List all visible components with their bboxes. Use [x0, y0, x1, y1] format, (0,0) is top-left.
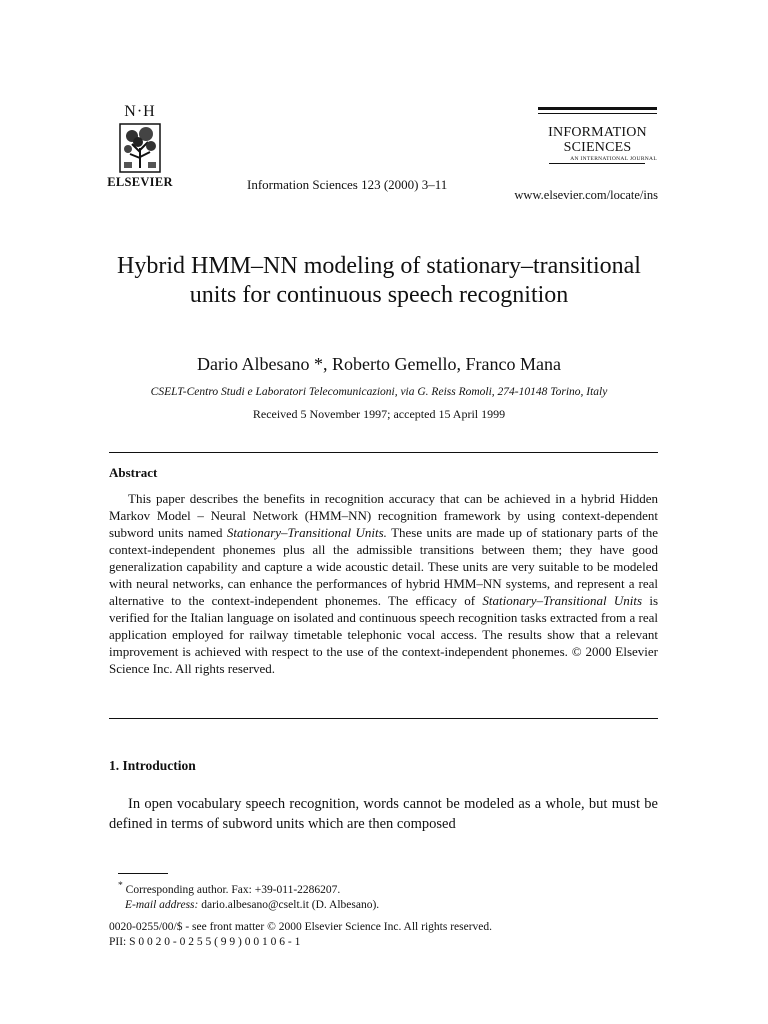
journal-tagline: AN INTERNATIONAL JOURNAL: [570, 156, 657, 162]
abstract-text-part1: This paper describes the benefits in recognition accuracy that can be achieved in a hybrid Hidden Markov Model – Neural Network (HMM–NN) recognition framework by using context-dependent subword units named: [109, 491, 658, 540]
abstract-bottom-rule: [109, 718, 658, 719]
brand-rule-thick: [538, 107, 657, 110]
introduction-text: In open vocabulary speech recognition, words cannot be modeled as a whole, but must be defined in terms of subword units which are then composed: [109, 796, 658, 832]
footnote-corresponding: Corresponding author. Fax: +39-011-2286207.: [125, 883, 341, 896]
paper-title: Hybrid HMM–NN modeling of stationary–transitional units for continuous speech recognition: [117, 253, 641, 308]
abstract-emphasis-2: Stationary–Transitional Units: [482, 593, 643, 608]
received-dates: Received 5 November 1997; accepted 15 April 1999: [252, 407, 506, 421]
footnote-marker: *: [118, 880, 123, 891]
abstract-text-part2: These units are made up of stationary parts of the context-independent phonemes plus all the admissible transitions between them; they have good generalization capability and capture a wide acoustic detail. These units are very suitable to be modeled with neural networks, can enhance the performances of hybrid HMM–NN systems, and represent a real alternative to the context-independent phonemes. The efficacy of: [109, 525, 658, 608]
journal-brand-line1: INFORMATION: [548, 125, 647, 140]
publisher-logo: [100, 104, 180, 190]
footnote-email-label: E-mail address:: [125, 898, 199, 911]
abstract-text: [109, 490, 658, 677]
journal-citation: Information Sciences 123 (2000) 3–11: [247, 177, 448, 192]
section-heading-introduction: 1. Introduction: [109, 758, 196, 773]
brand-rules: [538, 107, 657, 114]
footnote-email[interactable]: dario.albesano@cselt.it (D. Albesano).: [201, 898, 380, 911]
brand-sub-rule: [549, 163, 645, 164]
footnote: [118, 878, 658, 913]
identifiers: [109, 920, 658, 950]
issn-line: 0020-0255/00/$ - see front matter © 2000 Elsevier Science Inc. All rights reserved.: [109, 921, 493, 933]
journal-brand-line2: SCIENCES: [563, 140, 632, 155]
pii-line: PII: S 0 0 2 0 - 0 2 5 5 ( 9 9 ) 0 0 1 0 6 - 1: [109, 936, 301, 948]
footnote-line-1: [118, 878, 658, 898]
elsevier-tree-icon: [118, 122, 162, 174]
abstract-emphasis-1: Stationary–Transitional Units.: [226, 525, 387, 540]
journal-brand: [538, 125, 657, 155]
journal-url[interactable]: www.elsevier.com/locate/ins: [514, 188, 658, 202]
author-list: Dario Albesano *, Roberto Gemello, Franco Mana: [197, 354, 561, 374]
abstract-text-part3: is verified for the Italian language on isolated and continuous speech recognition tasks extracted from a real application employed for railway timetable telephonic vocal access. The results show that a relevant improvement is achieved with respect to the use of the context-independent phonemes. © 2000 Elsevier Science Inc. All rights reserved.: [109, 593, 659, 676]
affiliation: CSELT-Centro Studi e Laboratori Telecomunicazioni, via G. Reiss Romoli, 274-10148 Torino, Italy: [150, 386, 608, 398]
abstract-heading: Abstract: [109, 465, 158, 480]
brand-rule-thin: [538, 113, 657, 114]
footnote-rule: [118, 873, 168, 874]
abstract-top-rule: [109, 452, 658, 453]
footnote-line-2: [118, 898, 658, 913]
logo-monogram: N·H: [124, 103, 156, 120]
publisher-name: ELSEVIER: [107, 175, 173, 189]
